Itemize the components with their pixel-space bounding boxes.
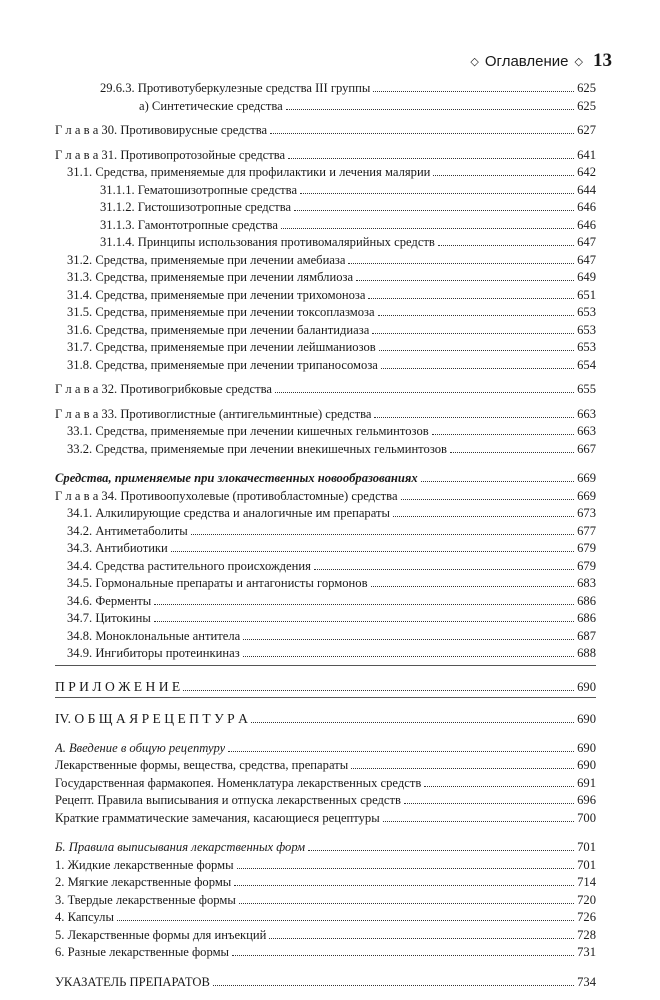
dot-leader (183, 690, 574, 691)
toc-entry-title: 34.2. Антиметаболиты (67, 523, 188, 538)
toc-entry[interactable] (55, 199, 596, 217)
dot-leader (154, 604, 574, 605)
toc-entry-page: 651 (577, 287, 596, 302)
toc-entry-title: 1. Жидкие лекарственные формы (55, 857, 234, 872)
toc-entry-title: 34.1. Алкилирующие средства и аналогичные им препараты (67, 506, 390, 520)
dot-leader (432, 434, 574, 435)
dot-leader (251, 722, 574, 723)
dot-leader (372, 333, 574, 334)
dot-leader (351, 768, 574, 769)
toc-entry-page: 641 (577, 147, 596, 162)
toc-entry-title: Г л а в а 31. Противопротозойные средства (55, 147, 286, 162)
dot-leader (300, 193, 574, 194)
toc-entry-page: 690 (577, 679, 596, 694)
toc-entry-page: 688 (577, 646, 596, 660)
toc-entry[interactable] (55, 610, 596, 628)
dot-leader (450, 452, 574, 453)
dot-leader (171, 551, 574, 552)
diamond-ornament-icon: ◇ (574, 56, 583, 68)
toc-entry[interactable] (55, 810, 596, 828)
toc-entry-page: 731 (577, 945, 596, 959)
toc-entry-page: 647 (577, 235, 596, 249)
dot-leader (213, 985, 574, 986)
dot-leader (381, 368, 574, 369)
toc-entry-title: IV. О Б Щ А Я Р Е Ц Е П Т У Р А (55, 711, 248, 726)
toc-entry-page: 687 (577, 628, 596, 643)
toc-entry-title: Г л а в а 32. Противогрибковые средства (55, 382, 272, 396)
table-of-contents (55, 80, 596, 991)
toc-entry[interactable] (55, 357, 596, 375)
dot-leader (117, 920, 574, 921)
toc-entry-title: 31.7. Средства, применяемые при лечении лейшманиозов (67, 340, 376, 354)
toc-entry-page: 667 (577, 441, 596, 456)
dot-leader (243, 656, 574, 657)
toc-entry-title: 31.3. Средства, применяемые при лечении лямблиоза (67, 270, 354, 284)
toc-entry[interactable] (55, 80, 596, 98)
toc-entry-title: 31.1.2. Гистошизотропные средства (100, 200, 292, 214)
toc-entry[interactable] (55, 287, 596, 305)
toc-entry-title: 31.1.4. Принципы использования противомалярийных средств (100, 235, 435, 249)
toc-entry-title: 31.2. Средства, применяемые при лечении амебиаза (67, 252, 346, 267)
toc-entry[interactable] (55, 252, 596, 270)
dot-leader (438, 245, 574, 246)
toc-entry[interactable] (55, 628, 596, 646)
toc-entry[interactable] (55, 558, 596, 576)
toc-entry[interactable] (55, 839, 596, 857)
header-title: Оглавление (484, 53, 569, 70)
toc-entry-page: 642 (577, 165, 596, 179)
toc-entry-page: 663 (577, 406, 596, 421)
toc-entry-title: 33.1. Средства, применяемые при лечении кишечных гельминтозов (67, 424, 429, 438)
toc-entry[interactable] (55, 98, 596, 116)
toc-entry-title: 2. Мягкие лекарственные формы (55, 875, 232, 889)
running-header (470, 50, 612, 72)
toc-entry[interactable] (55, 217, 596, 235)
toc-entry[interactable] (55, 892, 596, 910)
toc-entry-title: 3. Твердые лекарственные формы (55, 892, 236, 907)
toc-entry[interactable] (55, 645, 596, 663)
toc-entry-title: 6. Разные лекарственные формы (55, 945, 230, 959)
toc-entry-title: 31.6. Средства, применяемые при лечении балантидиаза (67, 322, 370, 337)
toc-entry-page: 646 (577, 200, 596, 214)
toc-entry-page: 677 (577, 523, 596, 538)
toc-entry-title: А. Введение в общую рецептуру (55, 740, 226, 755)
toc-entry[interactable] (55, 488, 596, 506)
dot-leader (374, 417, 574, 418)
dot-leader (228, 751, 574, 752)
toc-entry-page: 701 (577, 857, 596, 872)
toc-entry-title: 33.2. Средства, применяемые при лечении внекишечных гельминтозов (67, 441, 447, 456)
toc-entry-page: 690 (577, 740, 596, 755)
toc-entry-title: УКАЗАТЕЛЬ ПРЕПАРАТОВ (55, 974, 210, 989)
toc-entry-title: Государственная фармакопея. Номенклатура лекарственных средств (55, 775, 422, 790)
dot-leader (433, 175, 574, 176)
toc-entry-page: 690 (577, 758, 596, 772)
toc-entry-page: 653 (577, 340, 596, 354)
section-divider (55, 665, 596, 666)
dot-leader (281, 228, 574, 229)
toc-entry-page: 728 (577, 927, 596, 942)
toc-entry-page: 691 (577, 775, 596, 790)
dot-leader (269, 938, 574, 939)
toc-entry[interactable] (55, 339, 596, 357)
dot-leader (243, 639, 574, 640)
toc-entry-title: 31.4. Средства, применяемые при лечении трихомоноза (67, 287, 366, 302)
toc-entry[interactable] (55, 423, 596, 441)
toc-entry-page: 686 (577, 593, 596, 608)
toc-entry[interactable] (55, 164, 596, 182)
toc-entry-title: 4. Капсулы (55, 910, 114, 924)
dot-leader (154, 621, 574, 622)
dot-leader (421, 481, 574, 482)
toc-entry[interactable] (55, 593, 596, 611)
toc-entry[interactable] (55, 381, 596, 399)
dot-leader (379, 350, 574, 351)
toc-entry-page: 690 (577, 712, 596, 726)
toc-entry[interactable] (55, 505, 596, 523)
toc-entry-title: 31.8. Средства, применяемые при лечении трипаносомоза (67, 357, 378, 372)
toc-entry[interactable] (55, 678, 596, 696)
dot-leader (239, 903, 574, 904)
toc-entry-page: 669 (577, 471, 596, 485)
dot-leader (234, 885, 574, 886)
toc-entry-title: 34.9. Ингибиторы протеинкиназ (67, 646, 240, 660)
dot-leader (368, 298, 574, 299)
toc-entry-page: 734 (577, 974, 596, 989)
toc-entry-title: 31.5. Средства, применяемые при лечении токсоплазмоза (67, 305, 375, 319)
toc-entry[interactable] (55, 523, 596, 541)
page-number: 13 (593, 50, 612, 71)
toc-entry-title: 34.4. Средства растительного происхождения (67, 558, 311, 573)
toc-entry[interactable] (55, 406, 596, 424)
toc-entry-title: Г л а в а 30. Противовирусные средства (55, 123, 268, 137)
dot-leader (424, 786, 574, 787)
diamond-ornament-icon: ◇ (470, 56, 479, 68)
toc-entry-page: 655 (577, 382, 596, 396)
dot-leader (237, 868, 575, 869)
toc-entry-title: Рецепт. Правила выписывания и отпуска лекарственных средств (55, 793, 401, 807)
toc-entry-title: Лекарственные формы, вещества, средства, препараты (55, 758, 349, 772)
toc-entry[interactable] (55, 974, 596, 992)
toc-entry-page: 701 (577, 840, 596, 854)
toc-entry-page: 647 (577, 252, 596, 267)
dot-leader (191, 534, 574, 535)
toc-entry-title: 34.3. Антибиотики (67, 541, 168, 555)
toc-entry-page: 646 (577, 217, 596, 232)
dot-leader (286, 109, 574, 110)
toc-entry-page: 726 (577, 910, 596, 924)
toc-entry-page: 679 (577, 558, 596, 573)
toc-entry-page: 649 (577, 270, 596, 284)
dot-leader (393, 516, 574, 517)
toc-entry-title: 5. Лекарственные формы для инъекций (55, 927, 267, 942)
toc-entry-page: 625 (577, 98, 596, 113)
dot-leader (270, 133, 574, 134)
toc-entry[interactable] (55, 775, 596, 793)
dot-leader (356, 280, 574, 281)
toc-entry-page: 669 (577, 488, 596, 503)
toc-entry-page: 683 (577, 576, 596, 590)
dot-leader (378, 315, 575, 316)
toc-entry-page: 686 (577, 611, 596, 625)
toc-entry-page: 720 (577, 892, 596, 907)
toc-entry-page: 627 (577, 123, 596, 137)
toc-entry[interactable] (55, 944, 596, 962)
toc-entry-page: 700 (577, 810, 596, 825)
toc-entry-page: 653 (577, 305, 596, 319)
toc-entry[interactable] (55, 304, 596, 322)
toc-entry[interactable] (55, 927, 596, 945)
toc-entry[interactable] (55, 792, 596, 810)
toc-entry-title: 34.6. Ферменты (67, 593, 152, 608)
toc-entry-page: 673 (577, 506, 596, 520)
toc-entry-title: 31.1.1. Гематошизотропные средства (100, 182, 298, 197)
toc-entry-page: 679 (577, 541, 596, 555)
toc-entry[interactable] (55, 234, 596, 252)
dot-leader (275, 392, 574, 393)
toc-entry-title: 34.5. Гормональные препараты и антагонисты гормонов (67, 576, 368, 590)
dot-leader (401, 499, 575, 500)
toc-entry-title: 31.1.3. Гамонтотропные средства (100, 217, 278, 232)
toc-entry-title: 34.8. Моноклональные антитела (67, 628, 241, 643)
toc-entry[interactable] (55, 874, 596, 892)
dot-leader (373, 91, 574, 92)
toc-entry-page: 654 (577, 357, 596, 372)
toc-entry-title: а) Синтетические средства (139, 98, 283, 113)
toc-entry-title: П Р И Л О Ж Е Н И Е (55, 678, 181, 694)
toc-entry[interactable] (55, 710, 596, 728)
toc-entry[interactable] (55, 470, 596, 488)
dot-leader (294, 210, 574, 211)
toc-entry[interactable] (55, 269, 596, 287)
toc-entry-title: Г л а в а 33. Противоглистные (антигельминтные) средства (55, 406, 372, 421)
dot-leader (314, 569, 574, 570)
toc-entry[interactable] (55, 575, 596, 593)
toc-entry-title: 31.1. Средства, применяемые для профилактики и лечения малярии (67, 165, 431, 179)
dot-leader (288, 158, 574, 159)
toc-entry-page: 653 (577, 322, 596, 337)
toc-entry-page: 625 (577, 81, 596, 95)
toc-entry-page: 714 (577, 875, 596, 889)
section-divider (55, 697, 596, 698)
toc-entry[interactable] (55, 857, 596, 875)
toc-entry-page: 663 (577, 424, 596, 438)
toc-entry-title: Средства, применяемые при злокачественных новообразованиях (55, 471, 418, 485)
toc-entry-title: Г л а в а 34. Противоопухолевые (противобластомные) средства (55, 488, 398, 503)
dot-leader (371, 586, 575, 587)
toc-entry[interactable] (55, 757, 596, 775)
dot-leader (383, 821, 574, 822)
toc-entry[interactable] (55, 441, 596, 459)
toc-entry[interactable] (55, 740, 596, 758)
dot-leader (232, 955, 574, 956)
toc-entry[interactable] (55, 182, 596, 200)
dot-leader (404, 803, 574, 804)
toc-entry-page: 644 (577, 182, 596, 197)
toc-entry[interactable] (55, 909, 596, 927)
toc-entry[interactable] (55, 540, 596, 558)
toc-entry[interactable] (55, 322, 596, 340)
toc-entry-title: Б. Правила выписывания лекарственных форм (55, 840, 306, 854)
dot-leader (308, 850, 574, 851)
toc-entry-page: 696 (577, 793, 596, 807)
toc-entry-title: Краткие грамматические замечания, касающиеся рецептуры (55, 810, 380, 825)
toc-entry-title: 29.6.3. Противотуберкулезные средства III группы (100, 81, 371, 95)
dot-leader (348, 263, 574, 264)
toc-entry[interactable] (55, 122, 596, 140)
toc-entry[interactable] (55, 147, 596, 165)
toc-entry-title: 34.7. Цитокины (67, 611, 151, 625)
